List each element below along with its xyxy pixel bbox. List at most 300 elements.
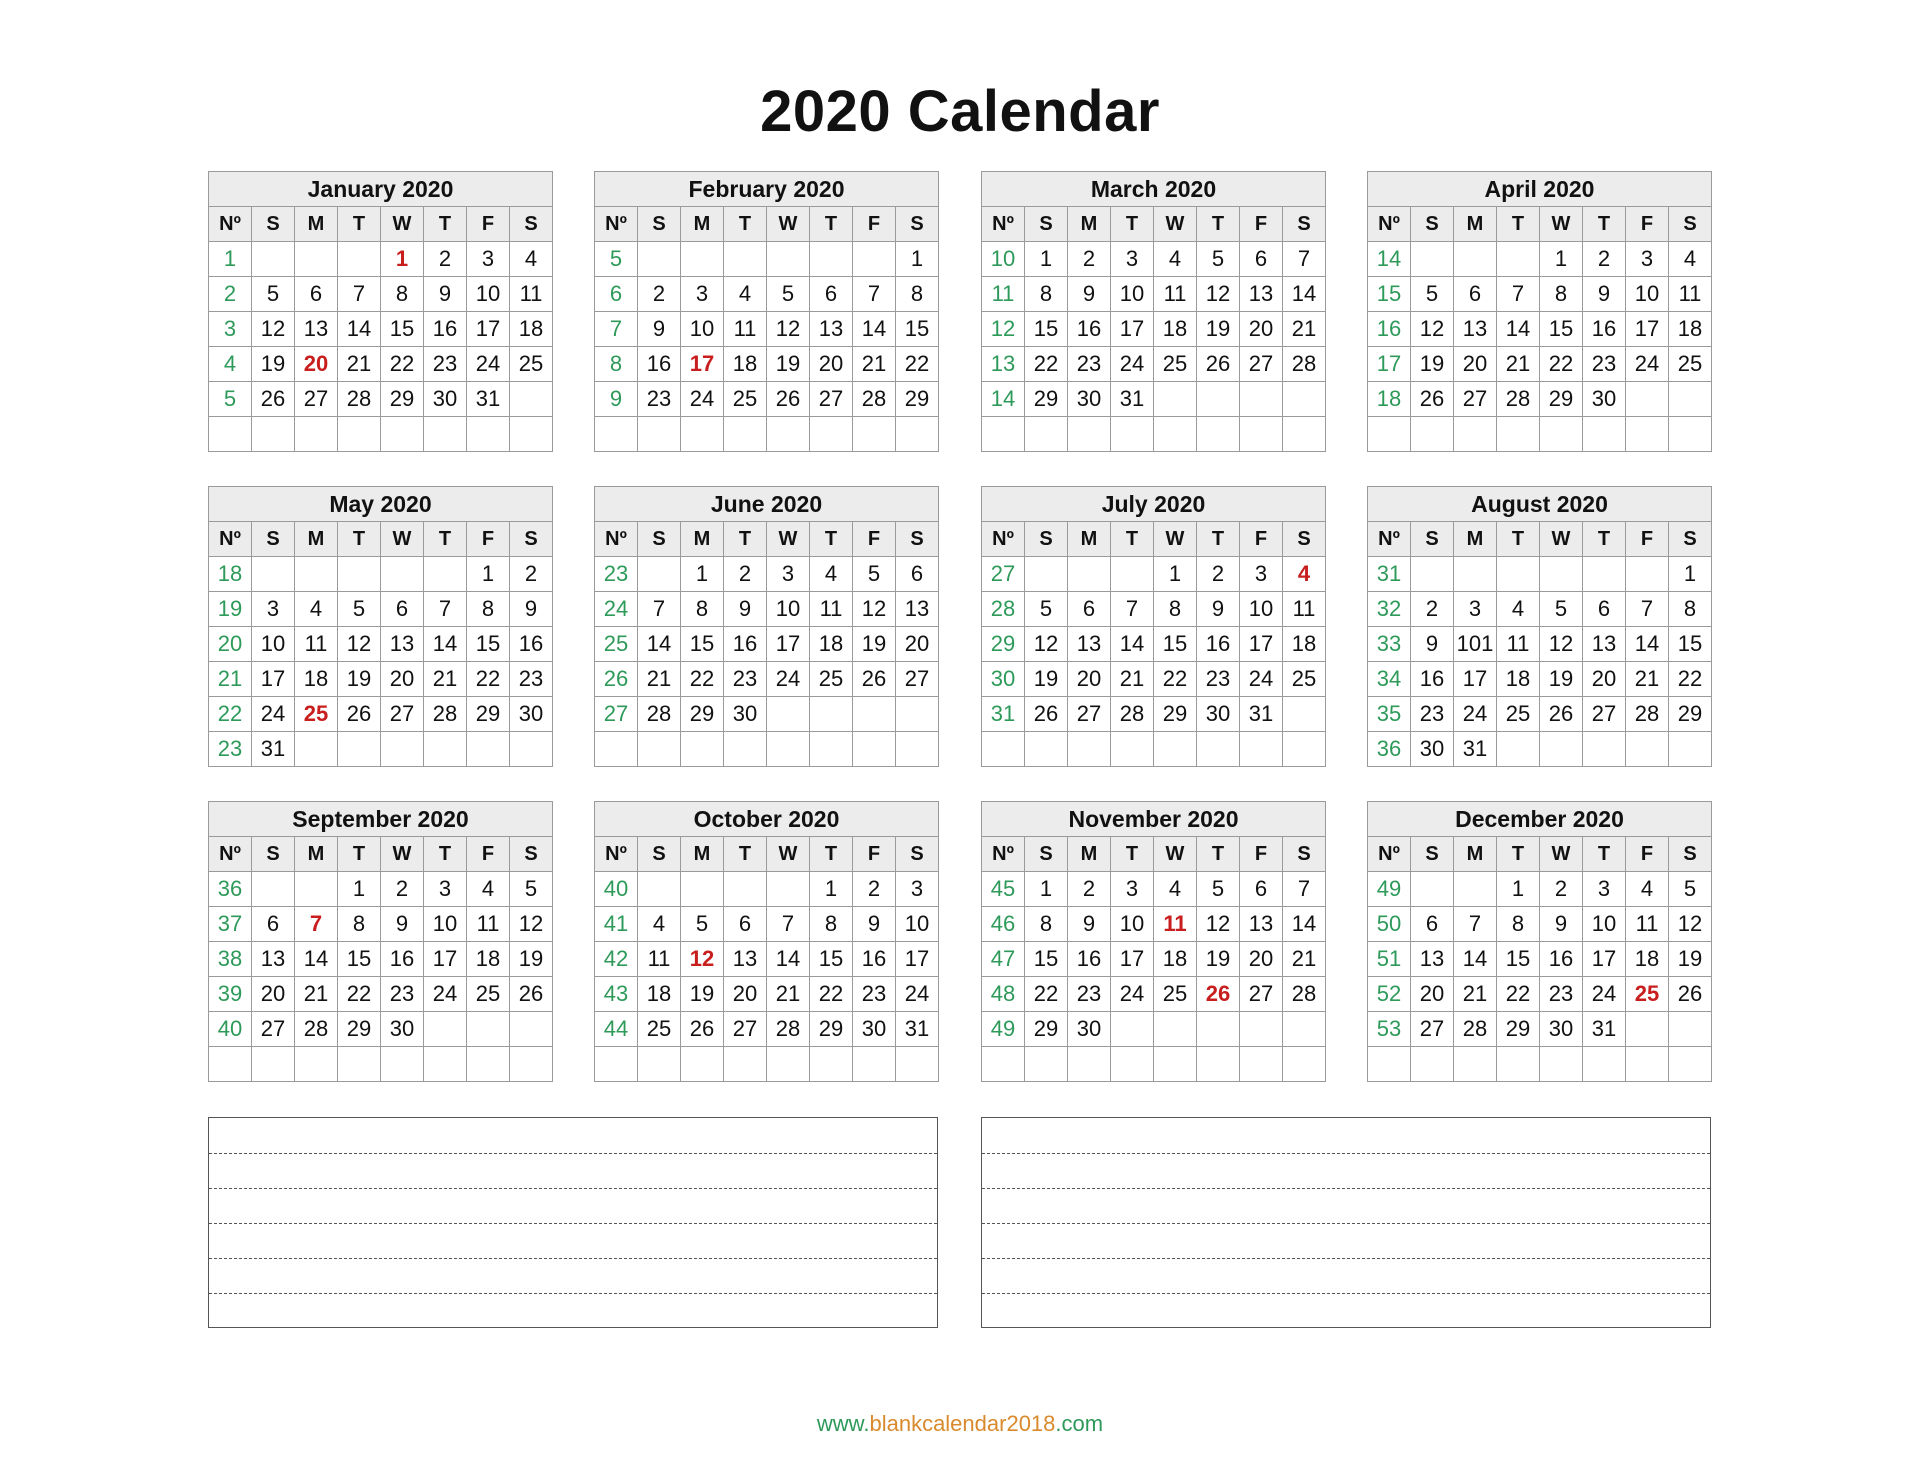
day-cell[interactable]: 7 <box>767 907 810 942</box>
day-cell[interactable]: 20 <box>810 347 853 382</box>
day-cell[interactable]: 2 <box>381 872 424 907</box>
day-cell[interactable]: 7 <box>338 277 381 312</box>
day-cell[interactable]: 22 <box>1154 662 1197 697</box>
day-cell[interactable]: 11 <box>724 312 767 347</box>
day-cell[interactable]: 12 <box>338 627 381 662</box>
day-cell[interactable]: 27 <box>810 382 853 417</box>
day-cell[interactable]: 29 <box>1154 697 1197 732</box>
day-cell[interactable]: 16 <box>1068 312 1111 347</box>
day-cell[interactable]: 8 <box>1497 907 1540 942</box>
day-cell[interactable]: 17 <box>424 942 467 977</box>
day-cell[interactable]: 5 <box>338 592 381 627</box>
day-cell[interactable]: 30 <box>1540 1012 1583 1047</box>
day-cell[interactable]: 9 <box>1540 907 1583 942</box>
day-cell[interactable]: 12 <box>1540 627 1583 662</box>
day-cell[interactable]: 25 <box>510 347 553 382</box>
day-cell[interactable]: 6 <box>1411 907 1454 942</box>
day-cell[interactable]: 101 <box>1454 627 1497 662</box>
day-cell[interactable]: 24 <box>1626 347 1669 382</box>
day-cell[interactable]: 18 <box>510 312 553 347</box>
day-cell[interactable]: 10 <box>424 907 467 942</box>
day-cell[interactable]: 1 <box>338 872 381 907</box>
day-cell[interactable]: 6 <box>252 907 295 942</box>
day-cell[interactable]: 5 <box>252 277 295 312</box>
day-cell[interactable]: 18 <box>810 627 853 662</box>
day-cell[interactable]: 30 <box>381 1012 424 1047</box>
day-cell[interactable]: 20 <box>1454 347 1497 382</box>
day-cell[interactable]: 23 <box>853 977 896 1012</box>
day-cell[interactable]: 25 <box>810 662 853 697</box>
day-cell[interactable]: 29 <box>1025 382 1068 417</box>
day-cell[interactable]: 29 <box>1025 1012 1068 1047</box>
day-cell[interactable]: 24 <box>424 977 467 1012</box>
day-cell[interactable]: 15 <box>896 312 939 347</box>
day-cell[interactable]: 5 <box>853 557 896 592</box>
day-cell[interactable]: 2 <box>1068 872 1111 907</box>
day-cell[interactable]: 12 <box>681 942 724 977</box>
day-cell[interactable]: 24 <box>252 697 295 732</box>
day-cell[interactable]: 20 <box>1240 942 1283 977</box>
day-cell[interactable]: 28 <box>638 697 681 732</box>
day-cell[interactable]: 11 <box>1669 277 1712 312</box>
day-cell[interactable]: 8 <box>681 592 724 627</box>
day-cell[interactable]: 4 <box>1626 872 1669 907</box>
day-cell[interactable]: 11 <box>1154 277 1197 312</box>
day-cell[interactable]: 25 <box>1497 697 1540 732</box>
day-cell[interactable]: 8 <box>338 907 381 942</box>
day-cell[interactable]: 17 <box>252 662 295 697</box>
day-cell[interactable]: 8 <box>1540 277 1583 312</box>
day-cell[interactable]: 12 <box>1669 907 1712 942</box>
day-cell[interactable]: 18 <box>1154 312 1197 347</box>
day-cell[interactable]: 3 <box>467 242 510 277</box>
day-cell[interactable]: 28 <box>853 382 896 417</box>
day-cell[interactable]: 18 <box>1669 312 1712 347</box>
day-cell[interactable]: 14 <box>853 312 896 347</box>
day-cell[interactable]: 14 <box>1497 312 1540 347</box>
day-cell[interactable]: 27 <box>896 662 939 697</box>
day-cell[interactable]: 9 <box>381 907 424 942</box>
day-cell[interactable]: 30 <box>1068 1012 1111 1047</box>
day-cell[interactable]: 26 <box>252 382 295 417</box>
day-cell[interactable]: 12 <box>853 592 896 627</box>
day-cell[interactable]: 7 <box>638 592 681 627</box>
day-cell[interactable]: 10 <box>681 312 724 347</box>
day-cell[interactable]: 9 <box>638 312 681 347</box>
day-cell[interactable]: 6 <box>381 592 424 627</box>
day-cell[interactable]: 6 <box>896 557 939 592</box>
day-cell[interactable]: 12 <box>1025 627 1068 662</box>
day-cell[interactable]: 10 <box>252 627 295 662</box>
day-cell[interactable]: 1 <box>896 242 939 277</box>
day-cell[interactable]: 16 <box>638 347 681 382</box>
day-cell[interactable]: 22 <box>1540 347 1583 382</box>
day-cell[interactable]: 20 <box>1240 312 1283 347</box>
day-cell[interactable]: 1 <box>681 557 724 592</box>
day-cell[interactable]: 22 <box>681 662 724 697</box>
day-cell[interactable]: 24 <box>767 662 810 697</box>
day-cell[interactable]: 4 <box>467 872 510 907</box>
day-cell[interactable]: 21 <box>1111 662 1154 697</box>
day-cell[interactable]: 19 <box>1025 662 1068 697</box>
day-cell[interactable]: 26 <box>338 697 381 732</box>
day-cell[interactable]: 1 <box>381 242 424 277</box>
day-cell[interactable]: 23 <box>724 662 767 697</box>
day-cell[interactable]: 26 <box>1197 347 1240 382</box>
day-cell[interactable]: 12 <box>1411 312 1454 347</box>
day-cell[interactable]: 26 <box>1411 382 1454 417</box>
day-cell[interactable]: 4 <box>810 557 853 592</box>
day-cell[interactable]: 13 <box>1583 627 1626 662</box>
day-cell[interactable]: 10 <box>1626 277 1669 312</box>
day-cell[interactable]: 21 <box>338 347 381 382</box>
day-cell[interactable]: 16 <box>853 942 896 977</box>
day-cell[interactable]: 7 <box>1283 872 1326 907</box>
day-cell[interactable]: 3 <box>252 592 295 627</box>
day-cell[interactable]: 20 <box>1411 977 1454 1012</box>
day-cell[interactable]: 16 <box>510 627 553 662</box>
day-cell[interactable]: 1 <box>1497 872 1540 907</box>
day-cell[interactable]: 2 <box>1411 592 1454 627</box>
day-cell[interactable]: 7 <box>424 592 467 627</box>
day-cell[interactable]: 10 <box>1583 907 1626 942</box>
day-cell[interactable]: 13 <box>381 627 424 662</box>
day-cell[interactable]: 16 <box>1068 942 1111 977</box>
day-cell[interactable]: 7 <box>295 907 338 942</box>
day-cell[interactable]: 29 <box>896 382 939 417</box>
day-cell[interactable]: 7 <box>1626 592 1669 627</box>
day-cell[interactable]: 16 <box>1540 942 1583 977</box>
day-cell[interactable]: 28 <box>1497 382 1540 417</box>
day-cell[interactable]: 14 <box>1626 627 1669 662</box>
day-cell[interactable]: 24 <box>467 347 510 382</box>
day-cell[interactable]: 21 <box>424 662 467 697</box>
day-cell[interactable]: 8 <box>1025 277 1068 312</box>
day-cell[interactable]: 23 <box>381 977 424 1012</box>
day-cell[interactable]: 14 <box>767 942 810 977</box>
day-cell[interactable]: 18 <box>295 662 338 697</box>
day-cell[interactable]: 22 <box>338 977 381 1012</box>
day-cell[interactable]: 4 <box>638 907 681 942</box>
day-cell[interactable]: 30 <box>1068 382 1111 417</box>
day-cell[interactable]: 23 <box>1197 662 1240 697</box>
day-cell[interactable]: 14 <box>1111 627 1154 662</box>
day-cell[interactable]: 29 <box>467 697 510 732</box>
day-cell[interactable]: 6 <box>1240 872 1283 907</box>
day-cell[interactable]: 17 <box>1454 662 1497 697</box>
day-cell[interactable]: 24 <box>681 382 724 417</box>
day-cell[interactable]: 24 <box>896 977 939 1012</box>
day-cell[interactable]: 1 <box>1540 242 1583 277</box>
day-cell[interactable]: 25 <box>1669 347 1712 382</box>
footer-website-link[interactable] <box>0 1411 1920 1437</box>
day-cell[interactable]: 9 <box>1197 592 1240 627</box>
day-cell[interactable]: 6 <box>1583 592 1626 627</box>
day-cell[interactable]: 8 <box>381 277 424 312</box>
day-cell[interactable]: 12 <box>767 312 810 347</box>
day-cell[interactable]: 14 <box>338 312 381 347</box>
day-cell[interactable]: 26 <box>1025 697 1068 732</box>
day-cell[interactable]: 19 <box>1540 662 1583 697</box>
day-cell[interactable]: 17 <box>1626 312 1669 347</box>
day-cell[interactable]: 31 <box>1240 697 1283 732</box>
day-cell[interactable]: 13 <box>896 592 939 627</box>
day-cell[interactable]: 21 <box>1626 662 1669 697</box>
day-cell[interactable]: 10 <box>1111 907 1154 942</box>
day-cell[interactable]: 6 <box>1068 592 1111 627</box>
day-cell[interactable]: 1 <box>467 557 510 592</box>
day-cell[interactable]: 9 <box>724 592 767 627</box>
day-cell[interactable]: 28 <box>338 382 381 417</box>
day-cell[interactable]: 2 <box>638 277 681 312</box>
day-cell[interactable]: 5 <box>681 907 724 942</box>
day-cell[interactable]: 4 <box>1154 242 1197 277</box>
day-cell[interactable]: 4 <box>295 592 338 627</box>
day-cell[interactable]: 30 <box>1411 732 1454 767</box>
day-cell[interactable]: 11 <box>638 942 681 977</box>
day-cell[interactable]: 16 <box>1583 312 1626 347</box>
day-cell[interactable]: 7 <box>853 277 896 312</box>
day-cell[interactable]: 18 <box>1283 627 1326 662</box>
day-cell[interactable]: 27 <box>1454 382 1497 417</box>
day-cell[interactable]: 13 <box>1454 312 1497 347</box>
day-cell[interactable]: 27 <box>1240 347 1283 382</box>
day-cell[interactable]: 5 <box>1540 592 1583 627</box>
day-cell[interactable]: 28 <box>1626 697 1669 732</box>
day-cell[interactable]: 6 <box>1240 242 1283 277</box>
day-cell[interactable]: 14 <box>295 942 338 977</box>
day-cell[interactable]: 11 <box>1283 592 1326 627</box>
day-cell[interactable]: 25 <box>1154 977 1197 1012</box>
day-cell[interactable]: 17 <box>1111 312 1154 347</box>
day-cell[interactable]: 30 <box>424 382 467 417</box>
day-cell[interactable]: 12 <box>510 907 553 942</box>
day-cell[interactable]: 15 <box>338 942 381 977</box>
notes-box-right[interactable] <box>981 1117 1711 1328</box>
day-cell[interactable]: 11 <box>1154 907 1197 942</box>
day-cell[interactable]: 4 <box>1154 872 1197 907</box>
day-cell[interactable]: 7 <box>1497 277 1540 312</box>
day-cell[interactable]: 22 <box>1669 662 1712 697</box>
day-cell[interactable]: 1 <box>1025 242 1068 277</box>
day-cell[interactable]: 25 <box>724 382 767 417</box>
day-cell[interactable]: 24 <box>1583 977 1626 1012</box>
day-cell[interactable]: 14 <box>1454 942 1497 977</box>
day-cell[interactable]: 9 <box>1068 907 1111 942</box>
day-cell[interactable]: 25 <box>295 697 338 732</box>
day-cell[interactable]: 3 <box>1111 872 1154 907</box>
day-cell[interactable]: 3 <box>767 557 810 592</box>
day-cell[interactable]: 31 <box>467 382 510 417</box>
day-cell[interactable]: 22 <box>1497 977 1540 1012</box>
day-cell[interactable]: 1 <box>1154 557 1197 592</box>
day-cell[interactable]: 18 <box>1154 942 1197 977</box>
day-cell[interactable]: 25 <box>1626 977 1669 1012</box>
day-cell[interactable]: 16 <box>724 627 767 662</box>
day-cell[interactable]: 22 <box>467 662 510 697</box>
day-cell[interactable]: 20 <box>1583 662 1626 697</box>
day-cell[interactable]: 5 <box>1197 872 1240 907</box>
day-cell[interactable]: 18 <box>638 977 681 1012</box>
day-cell[interactable]: 14 <box>638 627 681 662</box>
day-cell[interactable]: 29 <box>1540 382 1583 417</box>
day-cell[interactable]: 19 <box>510 942 553 977</box>
day-cell[interactable]: 15 <box>681 627 724 662</box>
day-cell[interactable]: 25 <box>1283 662 1326 697</box>
day-cell[interactable]: 19 <box>1197 312 1240 347</box>
day-cell[interactable]: 11 <box>810 592 853 627</box>
day-cell[interactable]: 20 <box>724 977 767 1012</box>
day-cell[interactable]: 24 <box>1111 977 1154 1012</box>
day-cell[interactable]: 24 <box>1454 697 1497 732</box>
day-cell[interactable]: 23 <box>1540 977 1583 1012</box>
day-cell[interactable]: 20 <box>252 977 295 1012</box>
day-cell[interactable]: 3 <box>1111 242 1154 277</box>
day-cell[interactable]: 16 <box>1197 627 1240 662</box>
day-cell[interactable]: 14 <box>1283 907 1326 942</box>
day-cell[interactable]: 27 <box>295 382 338 417</box>
day-cell[interactable]: 16 <box>381 942 424 977</box>
day-cell[interactable]: 30 <box>853 1012 896 1047</box>
day-cell[interactable]: 31 <box>252 732 295 767</box>
day-cell[interactable]: 8 <box>467 592 510 627</box>
day-cell[interactable]: 13 <box>295 312 338 347</box>
day-cell[interactable]: 22 <box>1025 347 1068 382</box>
day-cell[interactable]: 5 <box>1197 242 1240 277</box>
day-cell[interactable]: 14 <box>1283 277 1326 312</box>
day-cell[interactable]: 4 <box>1669 242 1712 277</box>
day-cell[interactable]: 19 <box>1197 942 1240 977</box>
day-cell[interactable]: 18 <box>1626 942 1669 977</box>
day-cell[interactable]: 26 <box>510 977 553 1012</box>
day-cell[interactable]: 20 <box>295 347 338 382</box>
day-cell[interactable]: 9 <box>424 277 467 312</box>
day-cell[interactable]: 19 <box>338 662 381 697</box>
day-cell[interactable]: 6 <box>724 907 767 942</box>
day-cell[interactable]: 12 <box>252 312 295 347</box>
day-cell[interactable]: 13 <box>1240 907 1283 942</box>
day-cell[interactable]: 16 <box>1411 662 1454 697</box>
day-cell[interactable]: 29 <box>810 1012 853 1047</box>
day-cell[interactable]: 23 <box>638 382 681 417</box>
day-cell[interactable]: 7 <box>1111 592 1154 627</box>
day-cell[interactable]: 6 <box>1454 277 1497 312</box>
day-cell[interactable]: 7 <box>1283 242 1326 277</box>
day-cell[interactable]: 28 <box>424 697 467 732</box>
day-cell[interactable]: 2 <box>1540 872 1583 907</box>
day-cell[interactable]: 13 <box>1411 942 1454 977</box>
day-cell[interactable]: 30 <box>1583 382 1626 417</box>
day-cell[interactable]: 26 <box>853 662 896 697</box>
day-cell[interactable]: 11 <box>1626 907 1669 942</box>
day-cell[interactable]: 22 <box>896 347 939 382</box>
day-cell[interactable]: 19 <box>853 627 896 662</box>
day-cell[interactable]: 8 <box>896 277 939 312</box>
day-cell[interactable]: 20 <box>896 627 939 662</box>
day-cell[interactable]: 4 <box>1497 592 1540 627</box>
day-cell[interactable]: 9 <box>510 592 553 627</box>
day-cell[interactable]: 19 <box>681 977 724 1012</box>
day-cell[interactable]: 31 <box>1111 382 1154 417</box>
day-cell[interactable]: 28 <box>1283 977 1326 1012</box>
day-cell[interactable]: 5 <box>767 277 810 312</box>
day-cell[interactable]: 13 <box>724 942 767 977</box>
day-cell[interactable]: 17 <box>467 312 510 347</box>
day-cell[interactable]: 3 <box>424 872 467 907</box>
day-cell[interactable]: 23 <box>1411 697 1454 732</box>
day-cell[interactable]: 2 <box>724 557 767 592</box>
day-cell[interactable]: 1 <box>1025 872 1068 907</box>
day-cell[interactable]: 12 <box>1197 277 1240 312</box>
day-cell[interactable]: 30 <box>510 697 553 732</box>
day-cell[interactable]: 8 <box>1669 592 1712 627</box>
day-cell[interactable]: 21 <box>1454 977 1497 1012</box>
day-cell[interactable]: 22 <box>810 977 853 1012</box>
day-cell[interactable]: 7 <box>1454 907 1497 942</box>
day-cell[interactable]: 19 <box>767 347 810 382</box>
day-cell[interactable]: 3 <box>1626 242 1669 277</box>
day-cell[interactable]: 9 <box>1068 277 1111 312</box>
notes-box-left[interactable] <box>208 1117 938 1328</box>
day-cell[interactable]: 23 <box>424 347 467 382</box>
day-cell[interactable]: 20 <box>1068 662 1111 697</box>
day-cell[interactable]: 13 <box>252 942 295 977</box>
day-cell[interactable]: 31 <box>1454 732 1497 767</box>
day-cell[interactable]: 2 <box>1068 242 1111 277</box>
day-cell[interactable]: 28 <box>1454 1012 1497 1047</box>
day-cell[interactable]: 11 <box>510 277 553 312</box>
day-cell[interactable]: 10 <box>896 907 939 942</box>
day-cell[interactable]: 18 <box>467 942 510 977</box>
day-cell[interactable]: 29 <box>1669 697 1712 732</box>
day-cell[interactable]: 19 <box>1411 347 1454 382</box>
day-cell[interactable]: 15 <box>1497 942 1540 977</box>
day-cell[interactable]: 1 <box>1669 557 1712 592</box>
day-cell[interactable]: 3 <box>681 277 724 312</box>
day-cell[interactable]: 5 <box>510 872 553 907</box>
day-cell[interactable]: 31 <box>896 1012 939 1047</box>
day-cell[interactable]: 21 <box>638 662 681 697</box>
day-cell[interactable]: 15 <box>1025 312 1068 347</box>
day-cell[interactable]: 18 <box>724 347 767 382</box>
day-cell[interactable]: 19 <box>1669 942 1712 977</box>
day-cell[interactable]: 21 <box>853 347 896 382</box>
day-cell[interactable]: 3 <box>896 872 939 907</box>
day-cell[interactable]: 17 <box>767 627 810 662</box>
day-cell[interactable]: 24 <box>1240 662 1283 697</box>
day-cell[interactable]: 16 <box>424 312 467 347</box>
day-cell[interactable]: 17 <box>1583 942 1626 977</box>
day-cell[interactable]: 28 <box>1283 347 1326 382</box>
day-cell[interactable]: 2 <box>853 872 896 907</box>
day-cell[interactable]: 26 <box>1197 977 1240 1012</box>
day-cell[interactable]: 23 <box>1068 977 1111 1012</box>
day-cell[interactable]: 5 <box>1669 872 1712 907</box>
day-cell[interactable]: 14 <box>424 627 467 662</box>
day-cell[interactable]: 5 <box>1025 592 1068 627</box>
day-cell[interactable]: 13 <box>810 312 853 347</box>
day-cell[interactable]: 9 <box>1583 277 1626 312</box>
day-cell[interactable]: 21 <box>1283 942 1326 977</box>
day-cell[interactable]: 9 <box>1411 627 1454 662</box>
day-cell[interactable]: 27 <box>1240 977 1283 1012</box>
day-cell[interactable]: 3 <box>1240 557 1283 592</box>
day-cell[interactable]: 11 <box>1497 627 1540 662</box>
day-cell[interactable]: 21 <box>767 977 810 1012</box>
day-cell[interactable]: 11 <box>467 907 510 942</box>
day-cell[interactable]: 18 <box>1497 662 1540 697</box>
day-cell[interactable]: 15 <box>1540 312 1583 347</box>
